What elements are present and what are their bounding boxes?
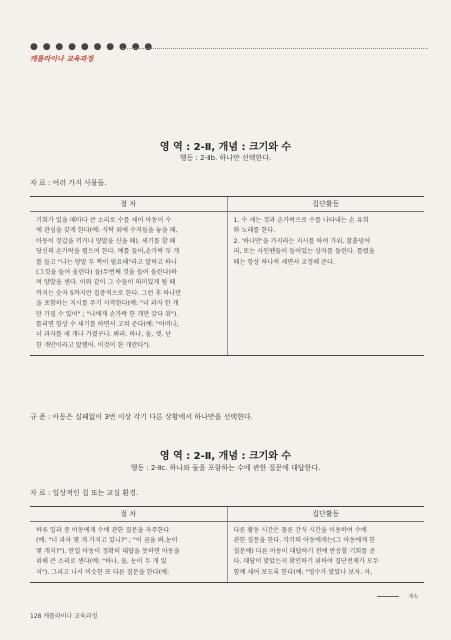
section2-title: 영 역 : 2-Ⅱ, 개념 : 크기와 수: [159, 451, 292, 462]
procedure-header: 절 차: [30, 197, 228, 211]
page-footer: 128 캐롤라이나 교육과정: [30, 613, 98, 620]
text-line: 다. 대답이 맞았는지 확인하기 위하여 집단전체가 모두: [233, 558, 379, 566]
text-line: 지"). 그리고 나서 비슷한 또 다른 질문을 한다(예:: [36, 568, 170, 576]
text-line: 때는 항상 하나씩 세면서 교정해 준다.: [233, 258, 335, 266]
text-line: 관한 질문을 한다. 각각의 아동에게는(그 아동에게 한: [233, 537, 376, 545]
text-line: 며 양말을 센다. 이와 같이 그 수들이 의미있게 될 때: [36, 279, 176, 287]
text-line: 리, 또는 사인펜들이 들어있는 상자를 돌린다. 틀렸을: [233, 248, 375, 256]
section2-subtitle: 행동 : 2-Ⅱc. 하나와 둘을 포함하는 수에 관한 질문에 대답한다.: [130, 464, 321, 472]
group-activity-header: 집단활동: [312, 510, 340, 518]
section1-table: [30, 196, 424, 356]
section1-group-activity: [228, 212, 425, 355]
text-line: 아동이 장갑을 끼거나 양말을 신을 때). 세기를 할 때: [36, 237, 176, 245]
section1-table-header: [30, 197, 424, 212]
continue-label: 계속: [408, 594, 418, 600]
section2-table-header: [30, 507, 424, 522]
text-line: 을 포함하는 지시를 주기 시작한다(예: "너 과자 한 개: [36, 300, 179, 308]
text-line: 위해 큰 소리로 센다(예: "하나, 둘, 눈이 두 개 있: [36, 558, 167, 566]
text-line: (예: "너 과자 몇 개 가지고 있니?" ; "이 곰을 봐,눈이: [36, 537, 178, 545]
group-activity-header: 집단활동: [312, 200, 340, 208]
text-line: 당신의 손가락을 펼으며 한다. 예를 들어,손가락 두 개: [36, 248, 180, 256]
text-line: 를 들고 "나는 양말 두 짝이 필요해"라고 말하고 하나: [36, 258, 177, 266]
text-line: 하루 일과 중 아동에게 수에 관한 질문을 자주한다: [36, 527, 170, 534]
text-line: 한 개만이라고 말했어. 이것이 한 개란다").: [36, 341, 151, 349]
text-line: 에 관심을 갖게 한다(예: 식탁 위에 수저들을 놓을 때,: [36, 227, 178, 235]
section2-table-body: [30, 522, 424, 582]
text-line: 기회가 있을 때마다 큰 소리로 수를 세어 아동이 수: [36, 217, 172, 224]
text-line: 1. 수 세는 것과 손가락으로 수를 나타내는 손 유희: [233, 217, 369, 224]
procedure-header: 절 차: [30, 507, 228, 521]
header-dots: ● ● ● ● ● ● ● ● ● ●: [30, 42, 154, 52]
section2-table: [30, 506, 424, 583]
text-line: (그것을 들어 올린다) 둘(두번째 것을 들어 올린다)하: [36, 269, 177, 277]
text-line: 만 가질 수 있어" ; "나에게 손가락 한 개만 갖다 줘").: [36, 310, 179, 318]
text-line: 2. '하나만'을 가지라는 지시를 하며 가위, 찰흙덩어: [233, 237, 371, 245]
text-line: 질문에) 다른 아동이 대답하기 전에 반응할 기회를 준: [233, 547, 376, 555]
header-brand: 캐롤라이나 교육과정: [30, 55, 94, 63]
text-line: 너 과자를 세 개나 가졌구나. 봐라. 하나, 둘, 셋. 난: [36, 331, 172, 339]
section1-procedure: [30, 212, 228, 355]
section1-title: 영 역 : 2-Ⅱ, 개념 : 크기와 수: [159, 142, 292, 153]
text-line: 까지는 숫자 5까지만 집중적으로 한다. 그런 후 하나만: [36, 289, 182, 297]
section1-subtitle: 행동 : 2-Ⅱb. 하나만 선택한다.: [179, 154, 272, 162]
text-line: 틀리면 항상 수 세기를 하면서 고쳐 준다(예: "어머나,: [36, 321, 179, 329]
section2-procedure: [30, 522, 228, 582]
section1-criterion: 규 준 : 아동은 실패없이 3번 이상 각기 다른 상황에서 하나만을 선택한다.: [30, 413, 253, 421]
section1-table-body: [30, 212, 424, 355]
section1-materials: 자 료 : 여러 가지 사물들.: [30, 179, 107, 187]
continue-rule: [377, 596, 399, 597]
section2-group-activity: [228, 522, 425, 582]
header-rule: [122, 48, 428, 49]
section2-materials: 자 료 : 일상적인 집 또는 교실 환경.: [30, 489, 139, 497]
text-line: 함께 세어 보도록 한다(예: "영수가 맞았나 보자. 자,: [233, 568, 373, 576]
text-line: 와 노래를 한다.: [233, 227, 276, 235]
text-line: 다른 활동 시간은 물론 간식 시간을 이용하여 수에: [233, 527, 367, 534]
text-line: 몇 개지?"). 만일 아동이 정확히 대답을 못하면 아동을: [36, 547, 180, 555]
